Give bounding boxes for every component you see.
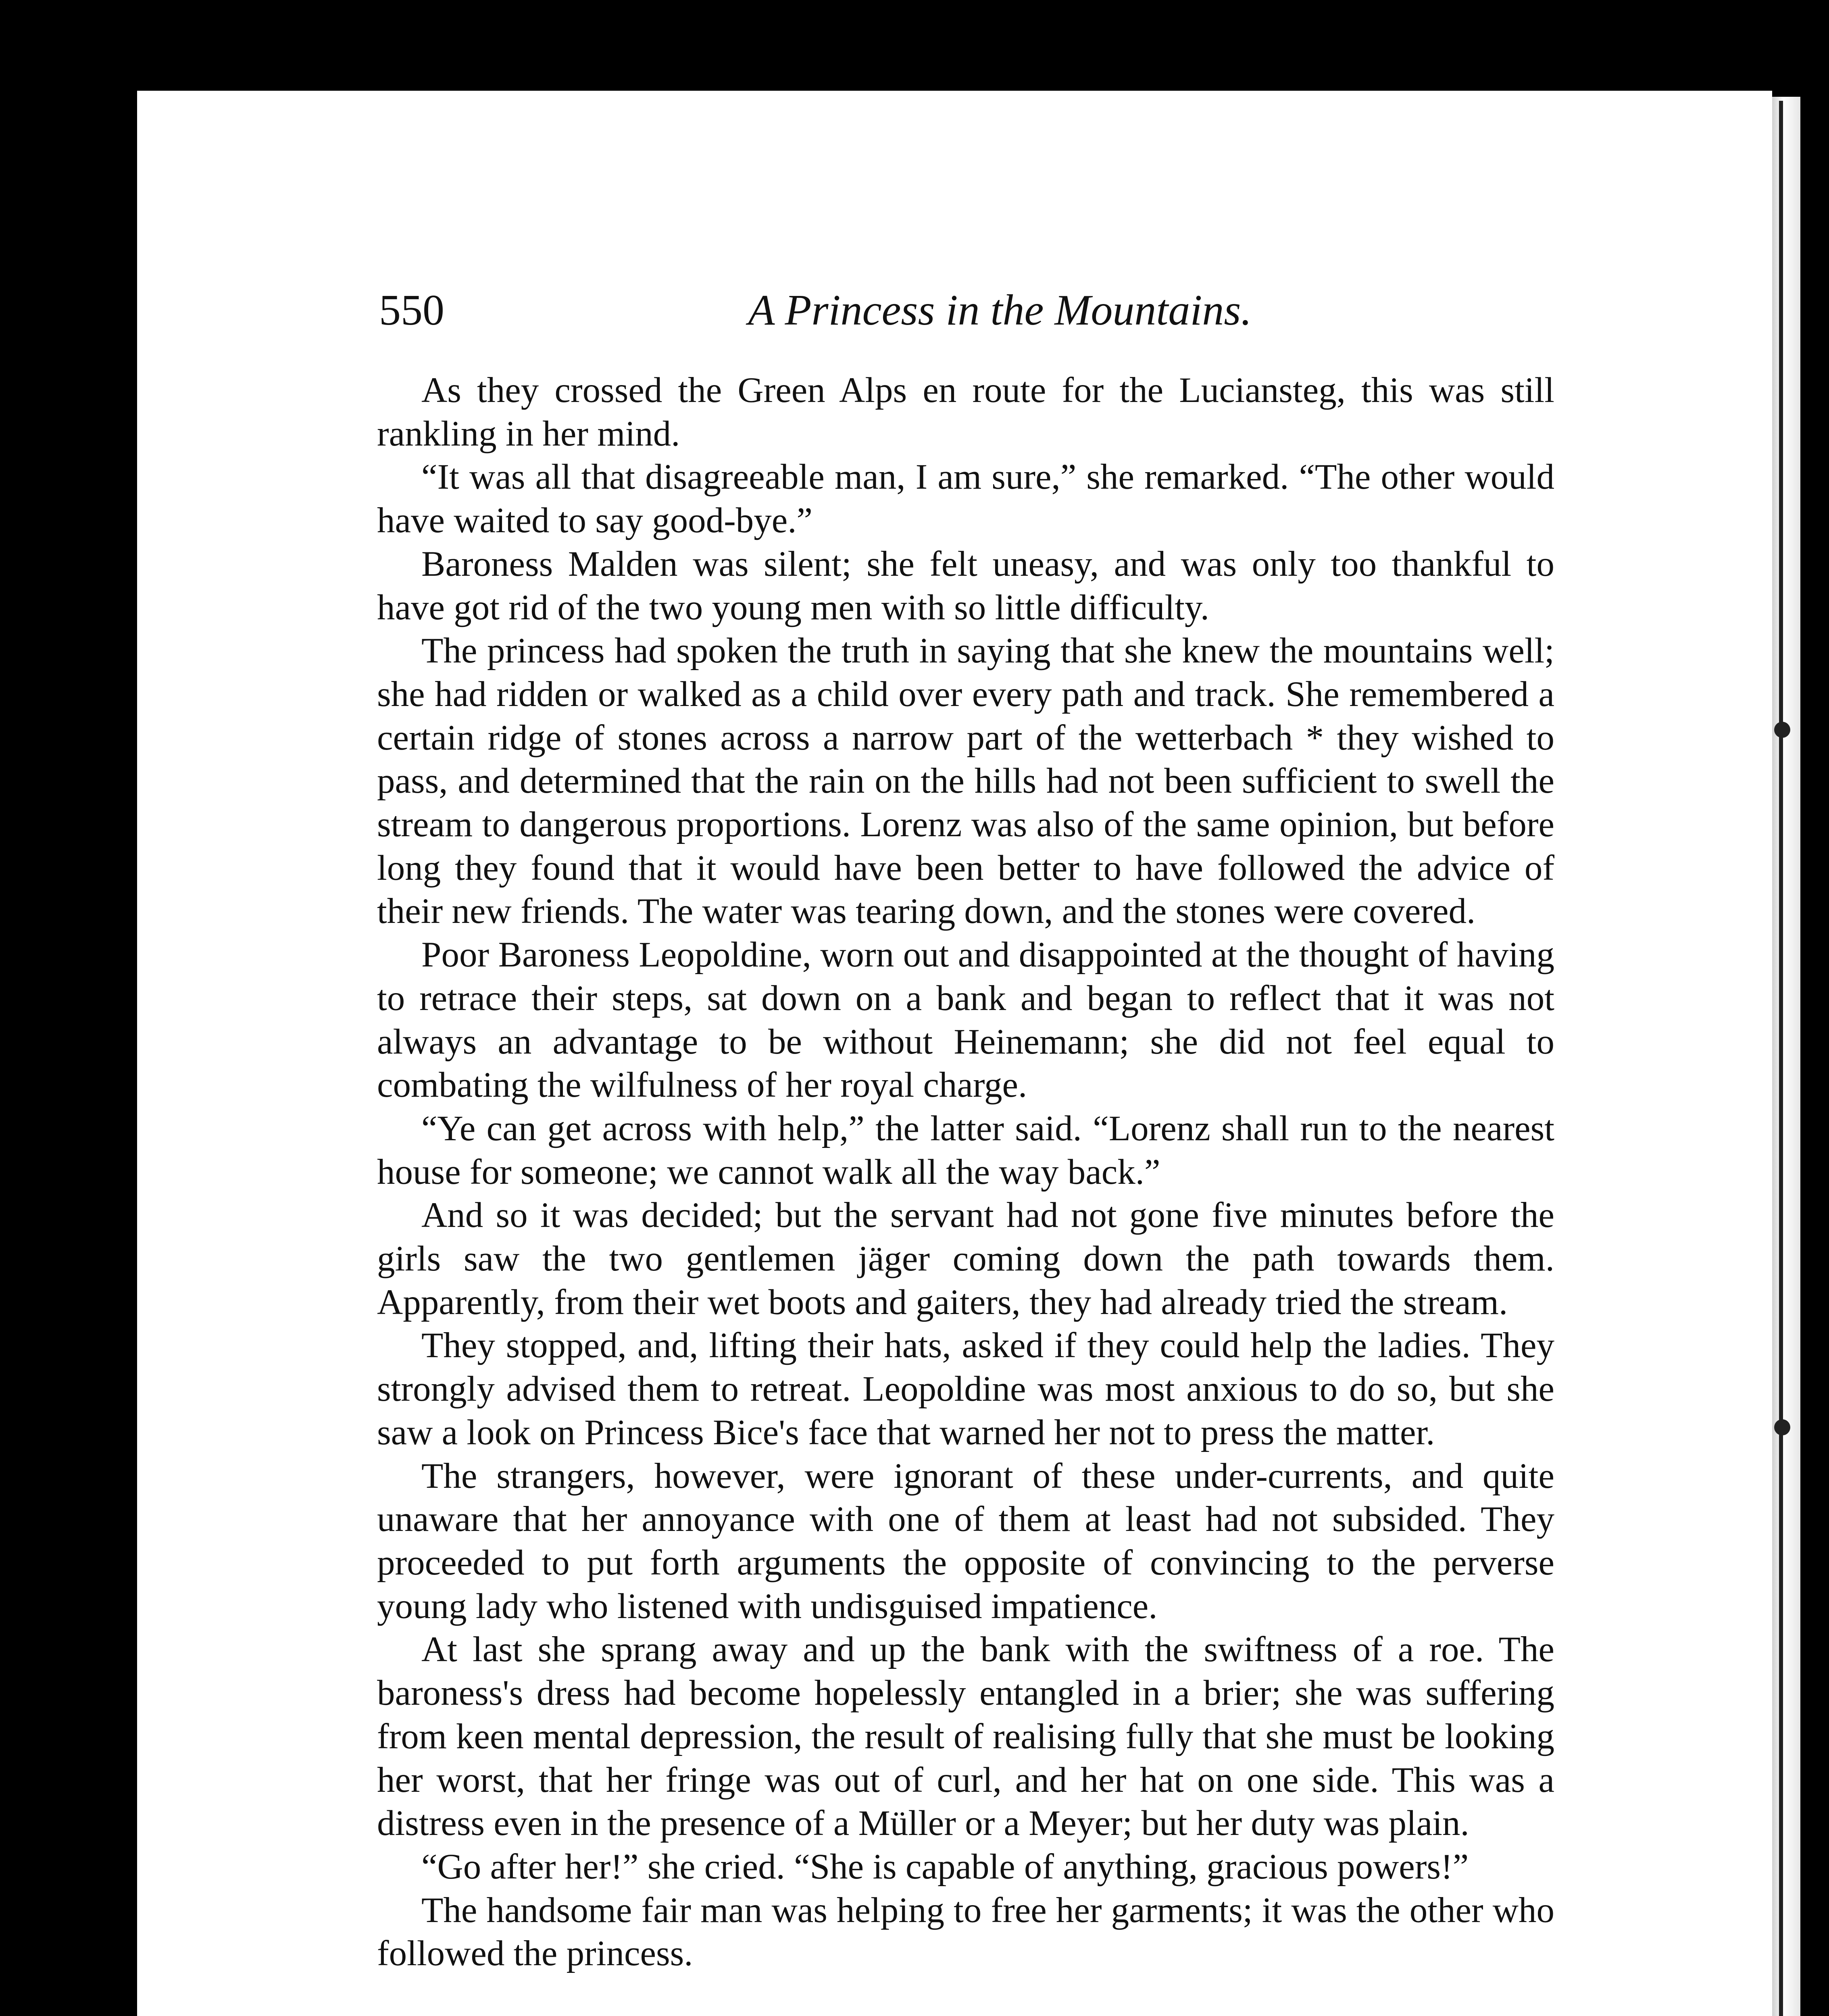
- paragraph: As they crossed the Green Alps en route for the Luciansteg, this was still rankling in her mind.: [377, 371, 1554, 454]
- body-text: [377, 369, 1554, 1976]
- paragraph: The princess had spoken the truth in saying that she knew the mountains well; she had ridden or walked as a child over every path and track. She remembered a certain ridge of stones across a narrow part of the wetterbach * they wished to pass, and determined that the rain on the hills had not been sufficient to swell the stream to dangerous proportions. Lorenz was also of the same opinion, but before long they found that it would have been better to have followed the advice of their new friends. The water was tearing down, and the stones were covered.: [377, 631, 1554, 931]
- binding-mark: [1774, 1419, 1790, 1435]
- paragraph: “Ye can get across with help,” the latter said. “Lorenz shall run to the nearest house for someone; we cannot walk all the way back.”: [377, 1108, 1554, 1192]
- paragraph: They stopped, and, lifting their hats, asked if they could help the ladies. They strongly advised them to retreat. Leopoldine was most anxious to do so, but she saw a look on Princess Bice's face that warned her not to press the matter.: [377, 1326, 1554, 1452]
- binding-mark: [1774, 722, 1790, 738]
- page-header: [242, 284, 1556, 337]
- paragraph: The handsome fair man was helping to free her garments; it was the other who followed the princess.: [377, 1890, 1554, 1974]
- paragraph: At last she sprang away and up the bank with the swiftness of a roe. The baroness's dress had become hopelessly entangled in a brier; she was suffering from keen mental depression, the result of realising fully that she must be looking her worst, that her fringe was out of curl, and her hat on one side. This was a distress even in the presence of a Müller or a Meyer; but her duty was plain.: [377, 1630, 1554, 1843]
- paragraph: And so it was decided; but the servant had not gone five minutes before the girls saw the two gentlemen jäger coming down the path towards them. Apparently, from their wet boots and gaiters, they had already tried the stream.: [377, 1195, 1554, 1322]
- binding-line: [1779, 101, 1783, 2016]
- page-edge: [1772, 97, 1800, 2016]
- paragraph: “Go after her!” she cried. “She is capable of anything, gracious powers!”: [421, 1847, 1469, 1887]
- running-title: A Princess in the Mountains.: [748, 286, 1252, 334]
- page-number: 550: [379, 286, 444, 334]
- paragraph: Poor Baroness Leopoldine, worn out and disappointed at the thought of having to retrace their steps, sat down on a bank and began to reflect that it was not always an advantage to be without Heinemann; she did not feel equal to combating the wilfulness of her royal charge.: [377, 935, 1554, 1105]
- paragraph: “It was all that disagreeable man, I am sure,” she remarked. “The other would have waited to say good-bye.”: [377, 457, 1554, 541]
- paragraph: Baroness Malden was silent; she felt uneasy, and was only too thankful to have got rid of the two young men with so little difficulty.: [377, 544, 1554, 627]
- paragraph: The strangers, however, were ignorant of these under-currents, and quite unaware that her annoyance with one of them at least had not subsided. They proceeded to put forth arguments the opposite of convincing to the perverse young lady who listened with undisguised impatience.: [377, 1456, 1554, 1626]
